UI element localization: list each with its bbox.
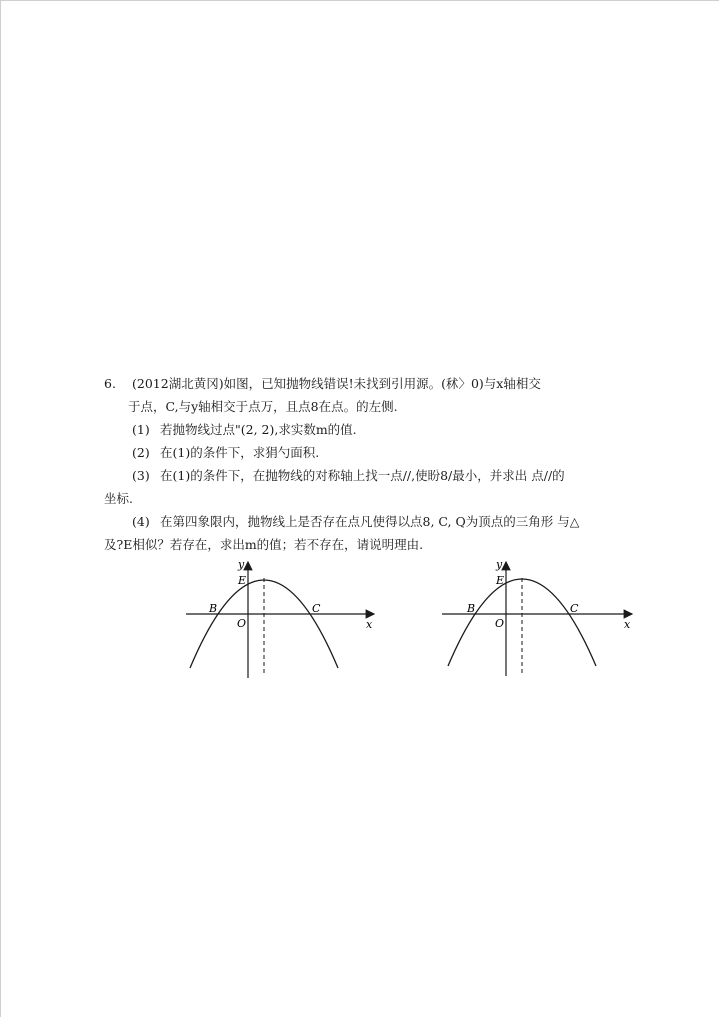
question-4-number: (4) bbox=[132, 514, 150, 529]
label-O: O bbox=[237, 617, 247, 630]
question-1-text: 若抛物线过点"(2, 2),求实数m的值. bbox=[160, 422, 357, 437]
label-C: C bbox=[570, 602, 579, 615]
problem-6 bbox=[104, 372, 624, 556]
question-2 bbox=[104, 441, 624, 464]
label-B: B bbox=[209, 602, 218, 615]
label-x: x bbox=[624, 618, 631, 631]
question-3 bbox=[104, 464, 624, 487]
question-3-number: (3) bbox=[132, 468, 150, 483]
problem-line-1 bbox=[104, 372, 624, 395]
label-B: B bbox=[467, 602, 476, 615]
parabola-graph-1 bbox=[182, 556, 382, 682]
question-1-number: (1) bbox=[132, 422, 150, 437]
label-E: E bbox=[238, 574, 247, 587]
question-4-continued: 及?E相似？若存在，求出m的值；若不存在，请说明理由. bbox=[104, 537, 424, 552]
question-4 bbox=[104, 510, 624, 533]
label-y: y bbox=[238, 558, 245, 571]
parabola-figure-2 bbox=[438, 556, 638, 686]
question-3-text: 在(1)的条件下，在抛物线的对称轴上找一点//,使盼8/最小，并求出 点//的 bbox=[160, 468, 565, 483]
label-O: O bbox=[495, 617, 505, 630]
question-1 bbox=[104, 418, 624, 441]
label-C: C bbox=[312, 602, 321, 615]
question-2-number: (2) bbox=[132, 445, 150, 460]
problem-line-2: 于点，C,与y轴相交于点万，且点8在点。的左侧. bbox=[128, 399, 398, 414]
problem-statement-1: (2012湖北黄冈)如图，已知抛物线错误!未找到引用源。(秫〉0)与x轴相交 bbox=[132, 376, 541, 391]
question-3-continued: 坐标. bbox=[104, 491, 133, 506]
question-2-text: 在(1)的条件下，求狷勺面积. bbox=[160, 445, 320, 460]
label-E: E bbox=[496, 574, 505, 587]
label-y: y bbox=[496, 558, 503, 571]
problem-number: 6. bbox=[104, 376, 116, 391]
label-x: x bbox=[366, 618, 373, 631]
question-4-text: 在第四象限内，抛物线上是否存在点凡使得以点8, C, Q为顶点的三角形 与△ bbox=[160, 514, 580, 529]
parabola-graph-2 bbox=[438, 556, 638, 682]
parabola-figure-1 bbox=[182, 556, 382, 686]
